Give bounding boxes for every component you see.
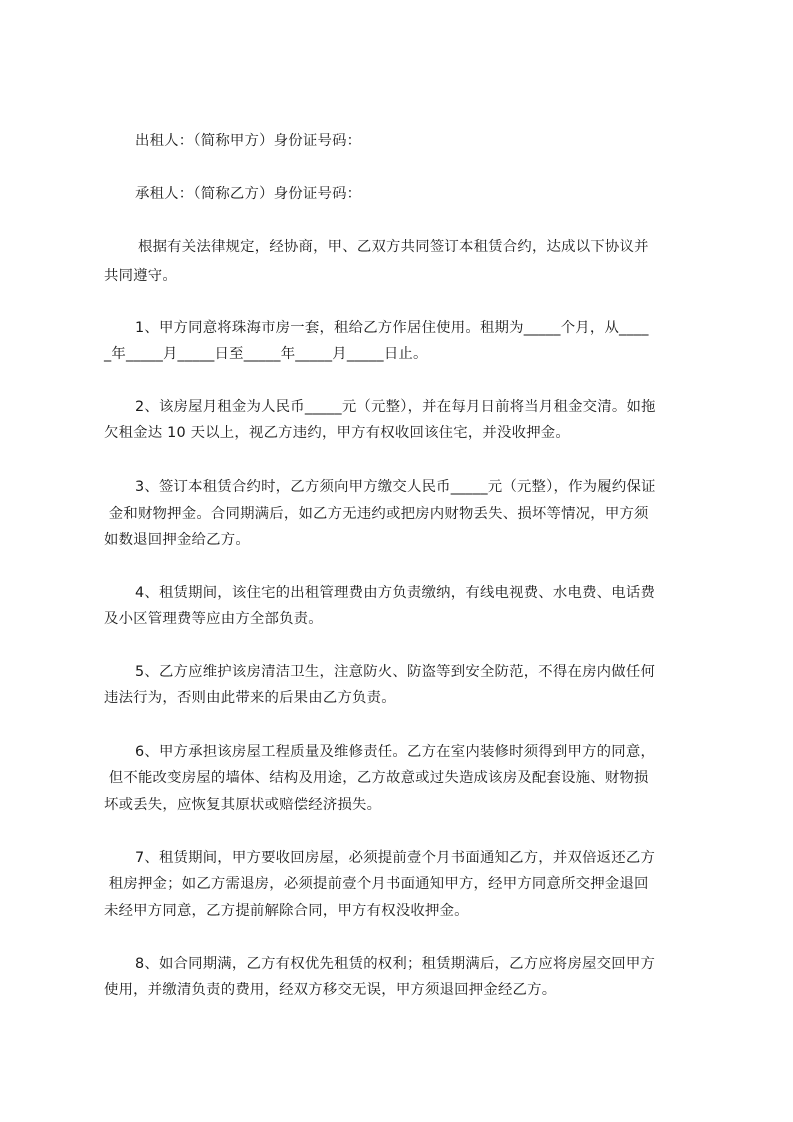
clause-4-line-2: 及小区管理费等应由方全部负责。 [104, 611, 323, 627]
intro-line-2: 共同遵守。 [104, 268, 177, 284]
clause-6-line-1: 6、甲方承担该房屋工程质量及维修责任。乙方在室内装修时须得到甲方的同意， [135, 744, 656, 760]
clause-7-line-1: 7、租赁期间，甲方要收回房屋，必须提前壹个月书面通知乙方，并双倍返还乙方 [135, 850, 656, 866]
party-a-line: 出租人：（简称甲方）身份证号码： [135, 133, 362, 149]
clause-6-line-3: 坏或丢失，应恢复其原状或赔偿经济损失。 [104, 797, 382, 813]
clause-8-line-2: 使用，并缴清负责的费用，经双方移交无误，甲方须退回押金经乙方。 [104, 982, 557, 998]
intro-line-1: 根据有关法律规定，经协商，甲、乙双方共同签订本租赁合约，达成以下协议并 [138, 239, 649, 255]
clause-3-line-2: 金和财物押金。合同期满后，如乙方无违约或把房内财物丢失、损坏等情况，甲方须 [104, 506, 649, 522]
clause-3-line-1: 3、签订本租赁合约时，乙方须向甲方缴交人民币_____元（元整），作为履约保证 [135, 479, 656, 495]
clause-6-line-2: 但不能改变房屋的墙体、结构及用途，乙方故意或过失造成该房及配套设施、财物损 [104, 770, 649, 786]
party-b-line: 承租人：（简称乙方）身份证号码： [135, 186, 362, 202]
clause-1-line-2: _年_____月_____日至_____年_____月_____日止。 [104, 346, 428, 362]
clause-1-line-1: 1、甲方同意将珠海市房一套，租给乙方作居住使用。租期为_____个月，从____ [135, 320, 649, 336]
clause-8-line-1: 8、如合同期满，乙方有权优先租赁的权利；租赁期满后，乙方应将房屋交回甲方 [135, 956, 656, 972]
clause-2-line-2: 欠租金达 10 天以上，视乙方违约，甲方有权收回该住宅，并没收押金。 [104, 425, 570, 441]
clause-4-line-1: 4、租赁期间，该住宅的出租管理费由方负责缴纳，有线电视费、水电费、电话费 [135, 585, 656, 601]
clause-7-line-3: 未经甲方同意，乙方提前解除合同，甲方有权没收押金。 [104, 903, 469, 919]
clause-3-line-3: 如数退回押金给乙方。 [104, 532, 250, 548]
clause-5-line-2: 违法行为，否则由此带来的后果由乙方负责。 [104, 690, 396, 706]
clause-7-line-2: 租房押金；如乙方需退房，必须提前壹个月书面通知甲方，经甲方同意所交押金退回 [104, 876, 649, 892]
clause-2-line-1: 2、该房屋月租金为人民币_____元（元整），并在每月日前将当月租金交清。如拖 [135, 399, 656, 415]
clause-5-line-1: 5、乙方应维护该房清洁卫生，注意防火、防盗等到安全防范，不得在房内做任何 [135, 664, 656, 680]
